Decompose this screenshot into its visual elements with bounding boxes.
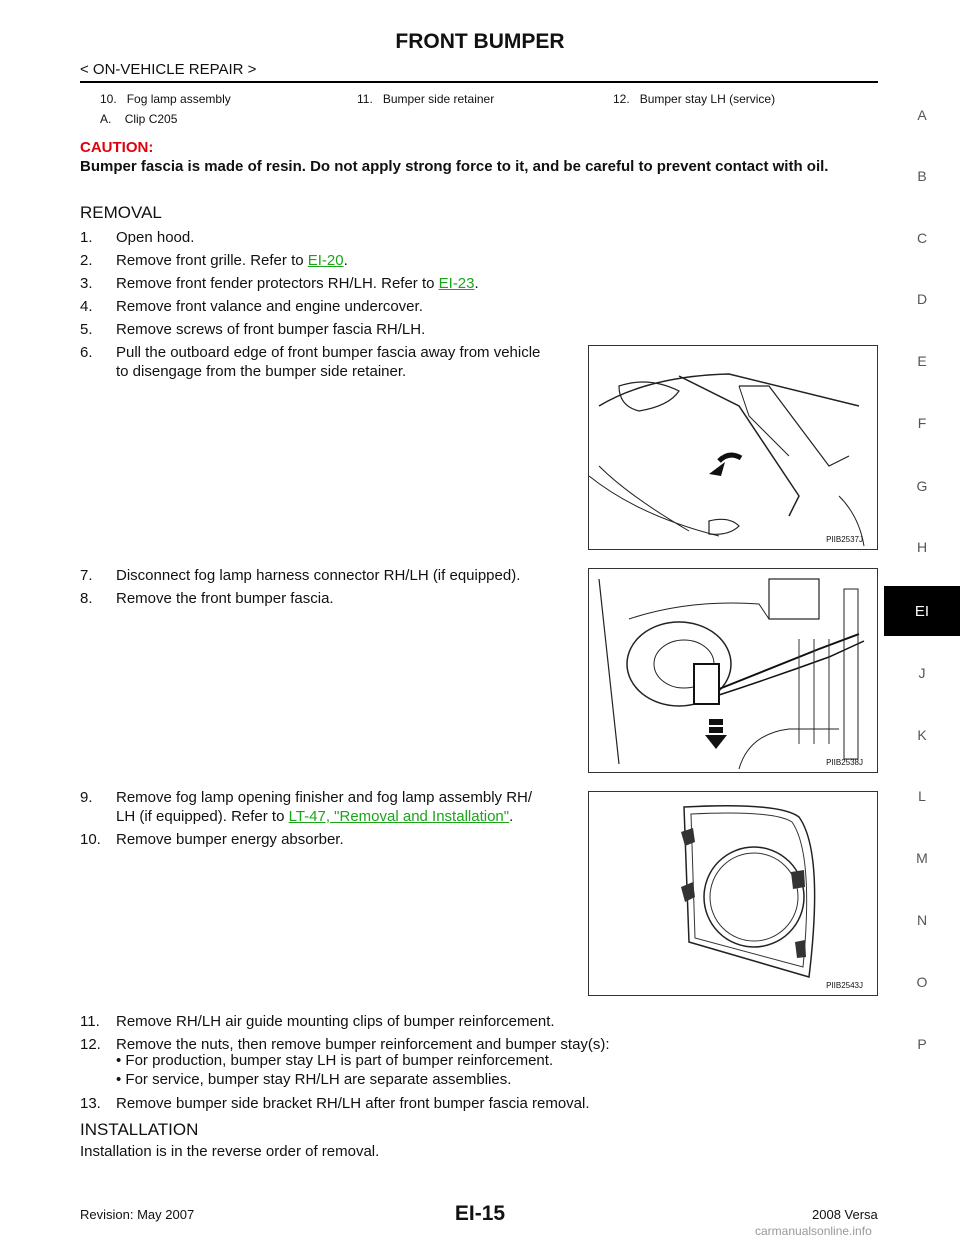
- side-tab-e[interactable]: E: [917, 353, 927, 369]
- side-tab-m[interactable]: M: [916, 850, 928, 866]
- legend-item-a: A. Clip C205: [100, 112, 178, 126]
- side-tab-b[interactable]: B: [917, 168, 927, 184]
- side-tab-g[interactable]: G: [916, 478, 928, 494]
- removal-heading: REMOVAL: [80, 203, 162, 222]
- figure-caption: PIIB2538J: [826, 758, 863, 767]
- sub-bullet-service: • For service, bumper stay RH/LH are separate assemblies.: [116, 1071, 512, 1088]
- side-tab-ei-active[interactable]: EI: [884, 586, 960, 636]
- legend-item-10: 10. Fog lamp assembly: [100, 92, 231, 106]
- figure-caption: PIIB2543J: [826, 981, 863, 990]
- bumper-fascia-illustration: [589, 346, 877, 549]
- legend-item-11: 11. Bumper side retainer: [357, 92, 495, 106]
- side-tab-h[interactable]: H: [916, 539, 928, 555]
- figure-fog-lamp-finisher: [588, 791, 878, 996]
- side-tab-k[interactable]: K: [917, 727, 927, 743]
- fog-lamp-finisher-illustration: [589, 792, 877, 995]
- side-tab-l[interactable]: L: [918, 788, 926, 804]
- side-tab-f[interactable]: F: [917, 415, 927, 431]
- link-ei-23[interactable]: EI-23: [438, 275, 475, 292]
- legend-item-12: 12. Bumper stay LH (service): [613, 92, 776, 106]
- installation-text: Installation is in the reverse order of removal.: [80, 1143, 380, 1160]
- side-tab-j[interactable]: J: [918, 665, 926, 681]
- installation-heading: INSTALLATION: [80, 1120, 199, 1139]
- footer-model: 2008 Versa: [812, 1207, 878, 1222]
- figure-bumper-fascia-removal: [588, 345, 878, 550]
- link-lt-47[interactable]: LT-47, "Removal and Installation": [288, 808, 510, 825]
- side-tab-n[interactable]: N: [916, 912, 928, 928]
- side-tab-c[interactable]: C: [916, 230, 928, 246]
- footer-page-number: EI-15: [454, 1202, 506, 1225]
- page-title: FRONT BUMPER: [395, 30, 565, 53]
- figure-caption: PIIB2537J: [826, 535, 863, 544]
- side-tab-d[interactable]: D: [916, 291, 928, 307]
- sub-bullet-production: • For production, bumper stay LH is part of bumper reinforcement.: [116, 1052, 554, 1069]
- footer-watermark: carmanualsonline.info: [755, 1224, 872, 1238]
- step-9-continued: LH (if equipped). Refer to LT-47, "Removal and Installation".: [116, 808, 514, 825]
- step-6-continued: to disengage from the bumper side retainer.: [116, 363, 407, 380]
- link-ei-20[interactable]: EI-20: [307, 252, 344, 269]
- caution-label: CAUTION:: [80, 139, 154, 156]
- side-tab-p[interactable]: P: [917, 1036, 927, 1052]
- side-tab-a[interactable]: A: [917, 107, 927, 123]
- side-tab-o[interactable]: O: [916, 974, 928, 990]
- footer-revision: Revision: May 2007: [80, 1207, 195, 1222]
- fog-lamp-connector-illustration: [589, 569, 877, 772]
- breadcrumb: < ON-VEHICLE REPAIR >: [80, 61, 257, 78]
- figure-fog-lamp-connector: [588, 568, 878, 773]
- header-rule: [80, 81, 878, 83]
- caution-text: Bumper fascia is made of resin. Do not apply strong force to it, and be careful to prevent contact with oil.: [80, 158, 829, 175]
